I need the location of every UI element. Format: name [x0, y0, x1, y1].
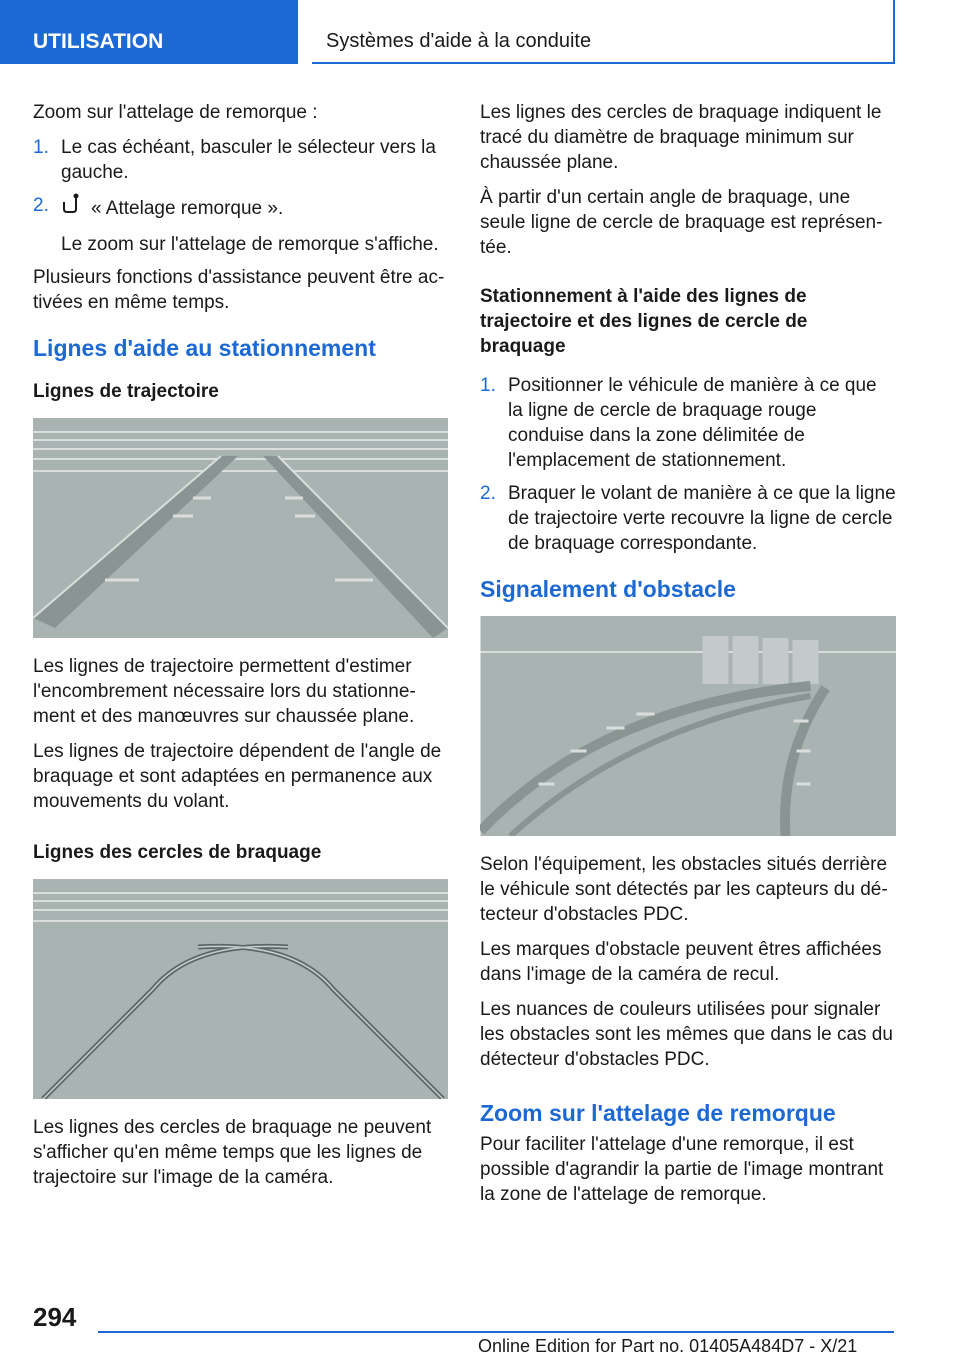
step-number: 1.: [480, 375, 496, 396]
trailer-zoom-para: Pour faciliter l'attelage d'une remorque, il est possible d'agrandir la partie de l'image montrant la zone de l'attelage de remorque.: [480, 1134, 884, 1205]
section-tab: [0, 0, 298, 64]
heading-trailer-zoom: Zoom sur l'attelage de remorque: [480, 1100, 836, 1126]
section-title: UTILISATION: [33, 30, 164, 53]
step-1: [33, 135, 448, 185]
zoom-intro: Zoom sur l'attelage de remorque :: [33, 102, 318, 123]
step-2: [33, 193, 448, 224]
step-text: Positionner le véhicule de manière à ce que la ligne de cercle de braquage rouge conduise dans la zone délimitée de l'emplacement de stationnement.: [508, 375, 877, 471]
heading-obstacle-marking: Signalement d'obstacle: [480, 576, 736, 602]
trajectory-lines-figure: [33, 418, 448, 638]
chapter-title: Systèmes d'aide à la conduite: [326, 30, 592, 52]
turning-circle-para: Les lignes des cercles de braquage ne peuvent s'afficher qu'en même temps que les lignes de trajectoire sur l'image de la caméra.: [33, 1117, 432, 1188]
park-step-2: [480, 481, 896, 556]
trajectory-para-2: Les lignes de trajectoire dépendent de l'angle de braquage et sont adaptées en permanence aux mouvements du volant.: [33, 741, 442, 812]
turning-para-2: À partir d'un certain angle de braquage, une seule ligne de cercle de braquage est représentée.: [480, 187, 883, 258]
step-number: 1.: [33, 137, 49, 158]
turning-circle-figure: [33, 879, 448, 1099]
park-step-1: [480, 373, 896, 473]
right-column: [480, 100, 896, 1217]
step-number: 2.: [480, 483, 496, 504]
assist-note: Plusieurs fonctions d'assistance peuvent être activées en même temps.: [33, 267, 445, 313]
step-text: « Attelage remorque ».: [91, 198, 284, 219]
step-number: 2.: [33, 195, 49, 216]
chapter-tab: [312, 0, 895, 64]
page-number: 294: [33, 1302, 77, 1332]
turning-para-1: Les lignes des cercles de braquage indiquent le tracé du diamètre de braquage minimum sur chaussée plane.: [480, 102, 882, 173]
obstacle-para-2: Les marques d'obstacle peuvent êtres affichées dans l'image de la caméra de recul.: [480, 939, 882, 985]
step-2-result: [33, 232, 448, 257]
heading-turning-circle-lines: Lignes des cercles de braquage: [33, 842, 322, 863]
step-result-text: Le zoom sur l'attelage de remorque s'affiche.: [61, 234, 439, 255]
heading-parking-with-lines: Stationnement à l'aide des lignes de trajectoire et des lignes de cercle de braquage: [480, 286, 808, 357]
step-text: Braquer le volant de manière à ce que la ligne de trajectoire verte recouvre la ligne de cercle de braquage correspondante.: [508, 483, 896, 554]
trajectory-para-1: Les lignes de trajectoire permettent d'estimer l'encombrement nécessaire lors du stationnement et des manœuvres sur chaussée plane.: [33, 656, 416, 727]
footer-divider: [98, 1331, 894, 1333]
heading-trajectory-lines: Lignes de trajectoire: [33, 381, 219, 402]
obstacle-marking-figure: [480, 616, 896, 836]
obstacle-para-1: Selon l'équipement, les obstacles situés derrière le véhicule sont détectés par les capteurs du détecteur d'obstacles PDC.: [480, 854, 888, 925]
edition-note: Online Edition for Part no. 01405A484D7 - X/21: [478, 1336, 858, 1356]
left-column: [33, 100, 448, 1200]
trailer-hitch-icon: [61, 193, 85, 224]
step-text: Le cas échéant, basculer le sélecteur vers la gauche.: [61, 137, 436, 183]
heading-parking-lines: Lignes d'aide au stationnement: [33, 335, 376, 361]
obstacle-para-3: Les nuances de couleurs utilisées pour signaler les obstacles sont les mêmes que dans le cas du détecteur d'obstacles PDC.: [480, 999, 893, 1070]
